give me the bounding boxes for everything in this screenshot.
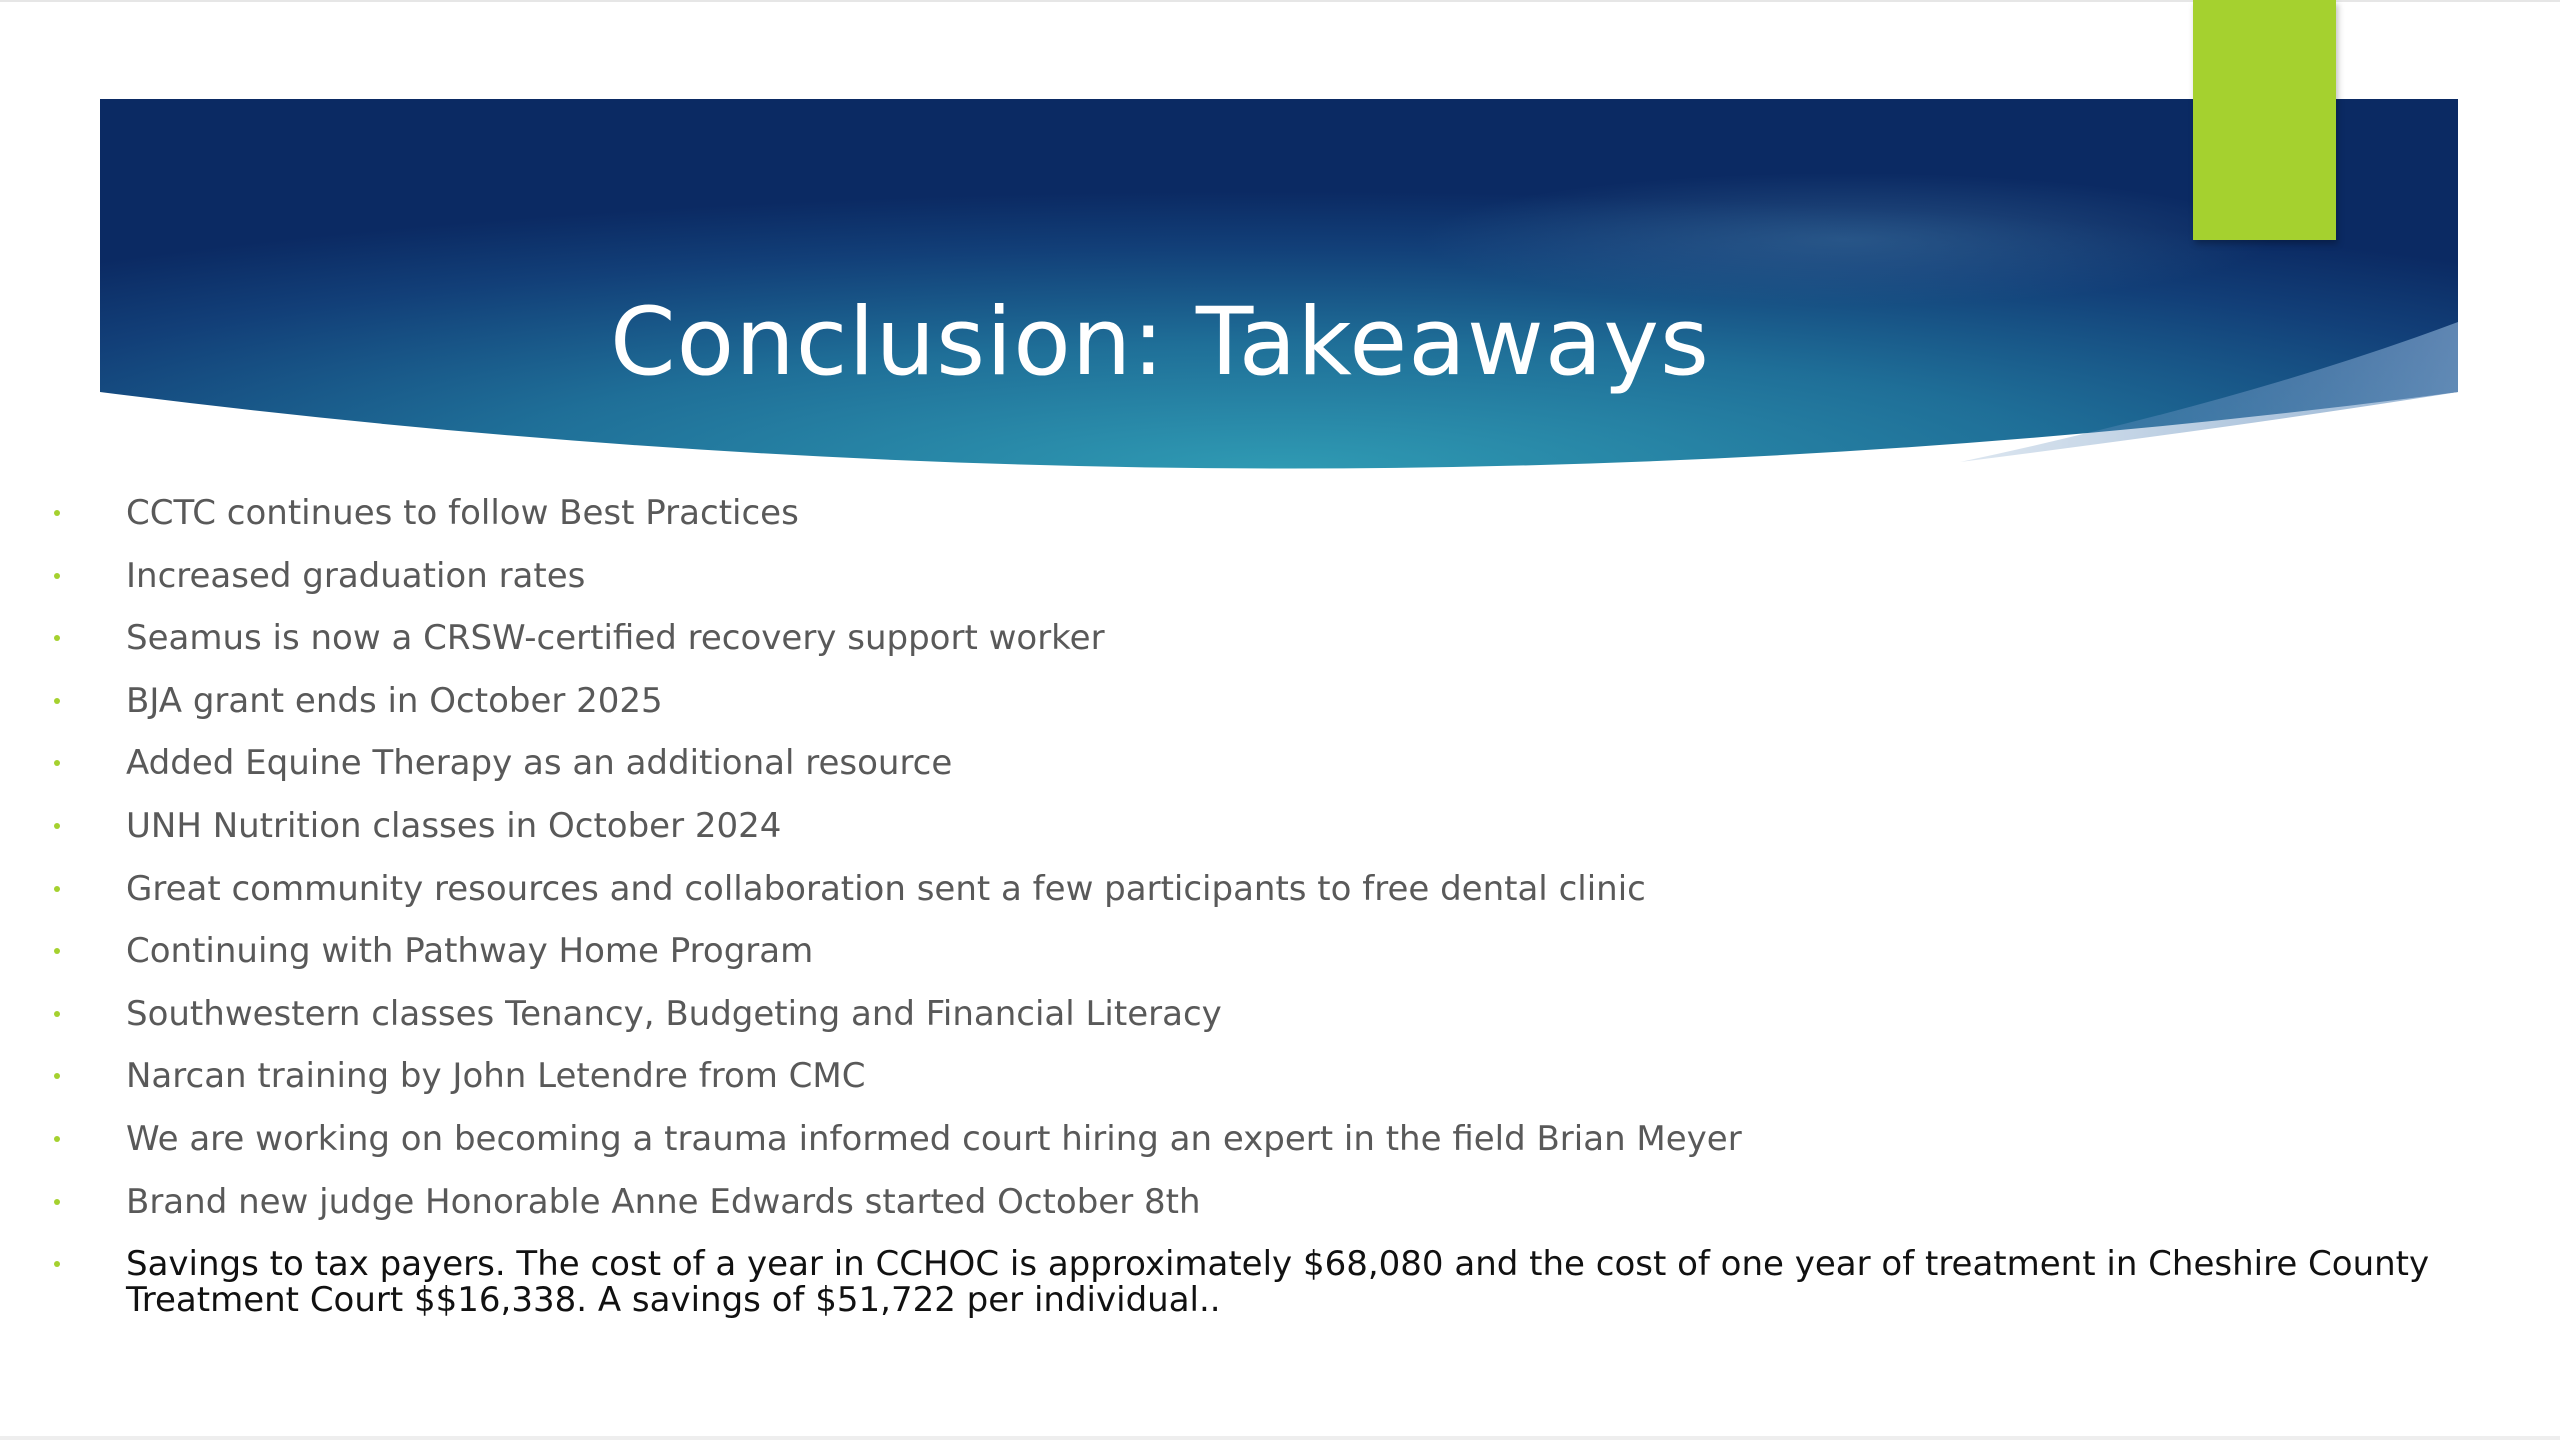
bullet-text: Narcan training by John Letendre from CMC [126, 1056, 866, 1097]
bullet-text: Added Equine Therapy as an additional resource [126, 743, 953, 784]
list-item [50, 858, 2480, 921]
bullet-text: BJA grant ends in October 2025 [126, 680, 663, 721]
list-item [50, 920, 2480, 983]
bullet-dot-icon [54, 948, 60, 954]
bullet-dot-icon [54, 1136, 60, 1142]
list-item [50, 795, 2480, 858]
list-item [50, 482, 2480, 545]
bullet-dot-icon [54, 635, 60, 641]
bullet-dot-icon [54, 886, 60, 892]
bullet-text: Continuing with Pathway Home Program [126, 931, 814, 972]
list-item [50, 1045, 2480, 1108]
list-item [50, 545, 2480, 608]
list-item [50, 1233, 2480, 1321]
bottom-border [0, 1436, 2560, 1440]
bullet-dot-icon [54, 760, 60, 766]
list-item [50, 670, 2480, 733]
list-item [50, 607, 2480, 670]
list-item [50, 983, 2480, 1046]
bullet-text: UNH Nutrition classes in October 2024 [126, 805, 782, 846]
bullet-text: CCTC continues to follow Best Practices [126, 493, 799, 533]
bullet-text: We are working on becoming a trauma informed court hiring an expert in the field Brian Meyer [126, 1118, 1742, 1159]
bullet-dot-icon [54, 510, 60, 516]
accent-tab [2193, 0, 2336, 240]
bullet-list [50, 482, 2480, 1321]
bullet-text: Brand new judge Honorable Anne Edwards started October 8th [126, 1181, 1201, 1222]
list-item [50, 1171, 2480, 1234]
bullet-dot-icon [54, 1073, 60, 1079]
bullet-text: Seamus is now a CRSW-certified recovery support worker [126, 618, 1105, 659]
bullet-dot-icon [54, 823, 60, 829]
slide-title: Conclusion: Takeaways [610, 287, 1710, 397]
bullet-text: Great community resources and collaboration sent a few participants to free dental clinic [126, 868, 1646, 909]
bullet-dot-icon [54, 1011, 60, 1017]
bullet-dot-icon [54, 1199, 60, 1205]
bullet-text: Southwestern classes Tenancy, Budgeting and Financial Literacy [126, 993, 1222, 1034]
bullet-text: Savings to tax payers. The cost of a year in CCHOC is approximately $68,080 and the cost of one year of treatment in Cheshire County Treatment Court $$16,338. A savings of $51,722 per individual.. [126, 1244, 2430, 1321]
title-banner [0, 0, 2560, 500]
list-item [50, 1108, 2480, 1171]
bullet-text: Increased graduation rates [126, 555, 586, 596]
bullet-dot-icon [54, 573, 60, 579]
bullet-dot-icon [54, 1261, 60, 1267]
bullet-dot-icon [54, 698, 60, 704]
list-item [50, 732, 2480, 795]
